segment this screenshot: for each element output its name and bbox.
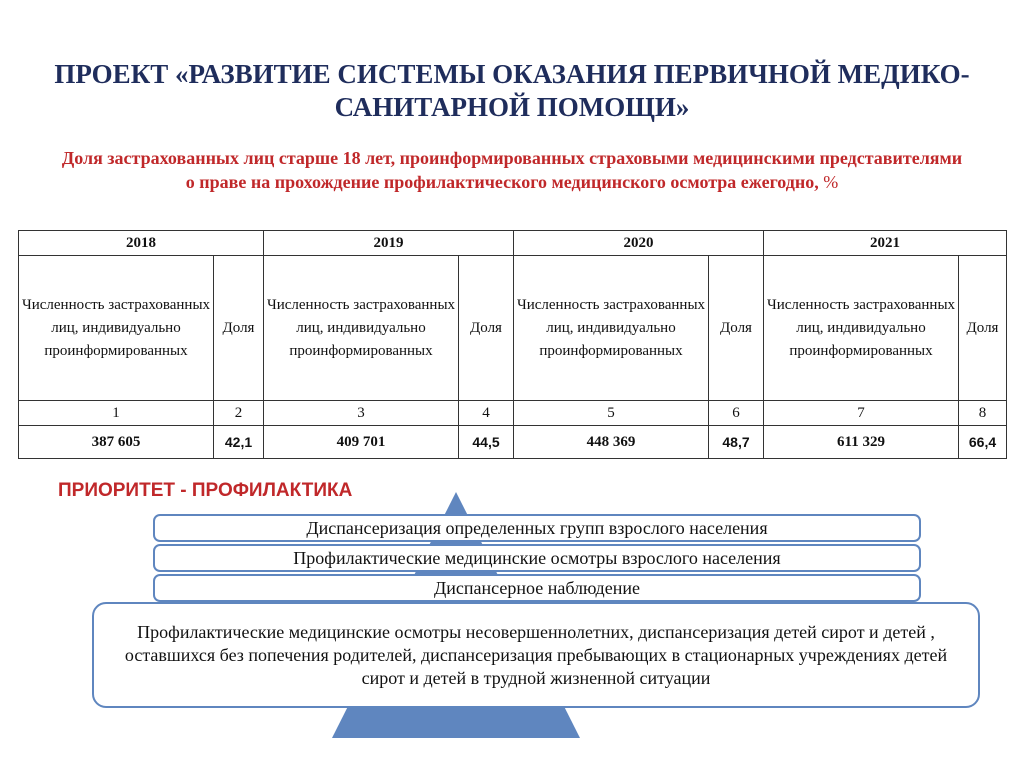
column-number: 2 bbox=[214, 401, 264, 426]
count-header: Численность застрахованных лиц, индивидуально проинформированных bbox=[514, 256, 709, 401]
insured-share-table bbox=[18, 230, 1007, 459]
share-header: Доля bbox=[709, 256, 764, 401]
pyramid-level-3: Диспансерное наблюдение bbox=[153, 574, 921, 602]
column-number: 8 bbox=[959, 401, 1007, 426]
count-value-2020: 448 369 bbox=[514, 426, 709, 459]
year-header: 2018 bbox=[19, 231, 264, 256]
share-value-2020: 48,7 bbox=[709, 426, 764, 459]
column-number: 4 bbox=[459, 401, 514, 426]
column-number: 3 bbox=[264, 401, 459, 426]
count-value-2019: 409 701 bbox=[264, 426, 459, 459]
year-header-row bbox=[19, 231, 1007, 256]
share-header: Доля bbox=[959, 256, 1007, 401]
year-header: 2019 bbox=[264, 231, 514, 256]
share-value-2018: 42,1 bbox=[214, 426, 264, 459]
column-number-row bbox=[19, 401, 1007, 426]
pyramid-level-2: Профилактические медицинские осмотры взрослого населения bbox=[153, 544, 921, 572]
count-header: Численность застрахованных лиц, индивидуально проинформированных bbox=[764, 256, 959, 401]
pyramid-level-1: Диспансеризация определенных групп взрослого населения bbox=[153, 514, 921, 542]
column-number: 7 bbox=[764, 401, 959, 426]
year-header: 2021 bbox=[764, 231, 1007, 256]
pyramid-base-text: Профилактические медицинские осмотры несовершеннолетних, диспансеризация детей сирот и детей , оставшихся без попечения родителей, диспансеризация пребывающих в стационарных учреждениях детей сирот и детей в трудной жизненной ситуации bbox=[124, 621, 948, 688]
priority-heading: ПРИОРИТЕТ - ПРОФИЛАКТИКА bbox=[58, 480, 353, 501]
count-header: Численность застрахованных лиц, индивидуально проинформированных bbox=[19, 256, 214, 401]
pyramid-base-box bbox=[92, 602, 980, 708]
caption-unit: % bbox=[823, 172, 839, 192]
column-header-row bbox=[19, 256, 1007, 401]
share-value-2021: 66,4 bbox=[959, 426, 1007, 459]
count-value-2021: 611 329 bbox=[764, 426, 959, 459]
year-header: 2020 bbox=[514, 231, 764, 256]
column-number: 5 bbox=[514, 401, 709, 426]
slide-title: ПРОЕКТ «РАЗВИТИЕ СИСТЕМЫ ОКАЗАНИЯ ПЕРВИЧНОЙ МЕДИКО-САНИТАРНОЙ ПОМОЩИ» bbox=[54, 59, 970, 122]
column-number: 6 bbox=[709, 401, 764, 426]
column-number: 1 bbox=[19, 401, 214, 426]
values-row bbox=[19, 426, 1007, 459]
caption-text: Доля застрахованных лиц старше 18 лет, проинформированных страховыми медицинскими представителями о праве на прохождение профилактического медицинского осмотра ежегодно, bbox=[61, 148, 963, 192]
share-header: Доля bbox=[459, 256, 514, 401]
share-value-2019: 44,5 bbox=[459, 426, 514, 459]
share-header: Доля bbox=[214, 256, 264, 401]
count-header: Численность застрахованных лиц, индивидуально проинформированных bbox=[264, 256, 459, 401]
count-value-2018: 387 605 bbox=[19, 426, 214, 459]
table-caption bbox=[60, 146, 964, 194]
